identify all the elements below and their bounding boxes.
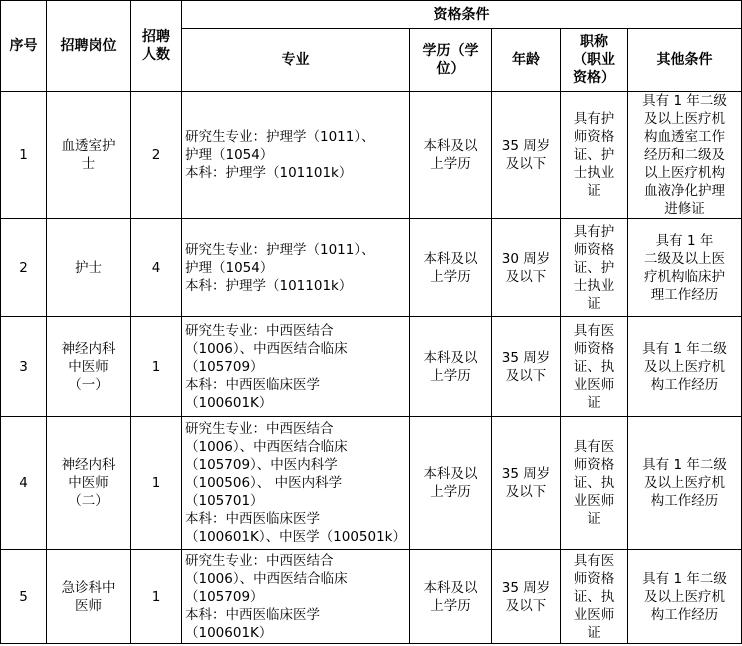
cell-major: 研究生专业：中西医结合 （1006）、中西医结合临床 （105709）、中医内科学 （100506）、 中医内科学 （105701） 本科：中西医临床医学 （100601K）、中医学（100501k） <box>182 417 410 550</box>
cell-age: 35 周岁 及以下 <box>492 317 561 417</box>
cell-major: 研究生专业：中西医结合 （1006）、中西医结合临床 （105709） 本科：中西医临床医学 （100601K） <box>182 550 410 644</box>
table-row <box>1 550 742 644</box>
cell-index: 1 <box>1 92 47 219</box>
cell-count: 1 <box>131 417 182 550</box>
header-education: 学历（学 位） <box>410 29 492 92</box>
header-other: 其他条件 <box>628 29 742 92</box>
header-age: 年龄 <box>492 29 561 92</box>
cell-count: 2 <box>131 92 182 219</box>
cell-index: 3 <box>1 317 47 417</box>
cell-age: 35 周岁 及以下 <box>492 417 561 550</box>
cell-other: 具有 1 年 二级及以上医 疗机构临床护 理工作经历 <box>628 219 742 317</box>
cell-age: 35 周岁 及以下 <box>492 550 561 644</box>
table-row <box>1 317 742 417</box>
cell-title: 具有护 师资格 证、护 士执业 证 <box>561 219 628 317</box>
cell-position: 血透室护 士 <box>47 92 131 219</box>
cell-major: 研究生专业：护理学（1011）、 护理（1054） 本科：护理学（101101k） <box>182 92 410 219</box>
cell-position: 神经内科 中医师 （一） <box>47 317 131 417</box>
cell-other: 具有 1 年二级 及以上医疗机 构工作经历 <box>628 550 742 644</box>
cell-position: 急诊科中 医师 <box>47 550 131 644</box>
header-title: 职称 （职业 资格） <box>561 29 628 92</box>
cell-other: 具有 1 年二级 及以上医疗机 构工作经历 <box>628 417 742 550</box>
cell-education: 本科及以 上学历 <box>410 417 492 550</box>
cell-count: 4 <box>131 219 182 317</box>
table-row <box>1 92 742 219</box>
cell-title: 具有护 师资格 证、护 士执业 证 <box>561 92 628 219</box>
cell-other: 具有 1 年二级 及以上医疗机 构血透室工作 经历和二级及 以上医疗机构 血液净化护理 进修证 <box>628 92 742 219</box>
cell-education: 本科及以 上学历 <box>410 317 492 417</box>
header-position: 招聘岗位 <box>47 1 131 92</box>
table-row <box>1 219 742 317</box>
cell-count: 1 <box>131 550 182 644</box>
table-row <box>1 417 742 550</box>
header-major: 专业 <box>182 29 410 92</box>
header-count: 招聘 人数 <box>131 1 182 92</box>
cell-position: 护士 <box>47 219 131 317</box>
cell-title: 具有医 师资格 证、执 业医师 证 <box>561 417 628 550</box>
cell-title: 具有医 师资格 证、执 业医师 证 <box>561 550 628 644</box>
cell-major: 研究生专业：中西医结合 （1006）、中西医结合临床 （105709） 本科：中西医临床医学 （100601K） <box>182 317 410 417</box>
cell-education: 本科及以 上学历 <box>410 92 492 219</box>
cell-index: 4 <box>1 417 47 550</box>
cell-major: 研究生专业：护理学（1011）、 护理（1054） 本科：护理学（101101k） <box>182 219 410 317</box>
cell-index: 2 <box>1 219 47 317</box>
header-qualification: 资格条件 <box>182 1 742 29</box>
cell-education: 本科及以 上学历 <box>410 550 492 644</box>
header-index: 序号 <box>1 1 47 92</box>
cell-age: 30 周岁 及以下 <box>492 219 561 317</box>
cell-age: 35 周岁 及以下 <box>492 92 561 219</box>
cell-title: 具有医 师资格 证、执 业医师 证 <box>561 317 628 417</box>
cell-position: 神经内科 中医师 （二） <box>47 417 131 550</box>
cell-education: 本科及以 上学历 <box>410 219 492 317</box>
cell-count: 1 <box>131 317 182 417</box>
cell-index: 5 <box>1 550 47 644</box>
cell-other: 具有 1 年二级 及以上医疗机 构工作经历 <box>628 317 742 417</box>
